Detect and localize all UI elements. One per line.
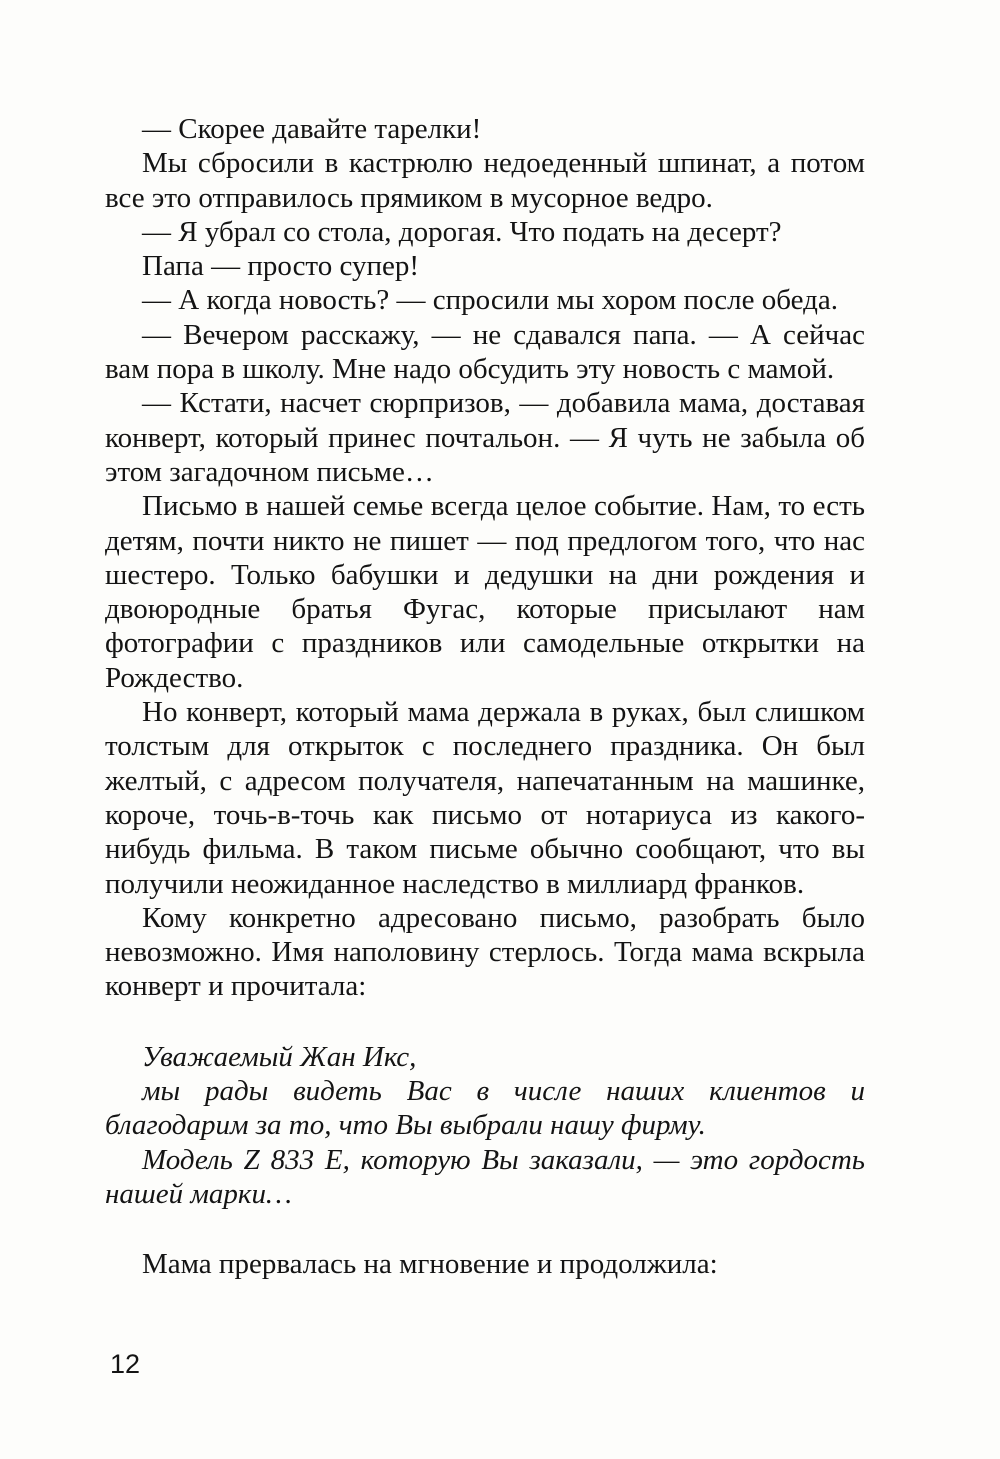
paragraph: Но конверт, который мама держала в руках, был слишком толстым для открыток с последнего праздника. Он был желтый, с адресом получателя, напечатанным на машинке, короче, точь-в-точь как письмо от нотариуса из какого-нибудь фильма. В таком письме обычно сообщают, что вы получили неожиданное наследство в миллиард франков. xyxy=(105,696,865,900)
quoted-letter xyxy=(105,1040,865,1211)
paragraph: — Кстати, насчет сюрпризов, — добавила мама, доставая конверт, который принес почтальон. — Я чуть не забыла об этом загадочном письме… xyxy=(105,387,865,488)
paragraph: — Скорее давайте тарелки! xyxy=(142,113,482,145)
page-number: 12 xyxy=(110,1349,141,1379)
paragraph: Мама прервалась на мгновение и продолжила: xyxy=(142,1248,718,1281)
letter-body: мы рады видеть Вас в числе наших клиентов и благодарим за то, что Вы выбрали нашу фирму. xyxy=(105,1075,865,1142)
page-text xyxy=(105,112,865,1282)
paragraph: — Я убрал со стола, дорогая. Что подать на десерт? xyxy=(142,215,782,248)
paragraph: Письмо в нашей семье всегда целое событие. Нам, то есть детям, почти никто не пишет — под предлогом того, что нас шестеро. Только бабушки и дедушки на дни рождения и двоюродные братья Фугас, которые присылают нам фотографии с праздников или самодельные открытки на Рождество. xyxy=(105,490,865,694)
paragraph: Кому конкретно адресовано письмо, разобрать было невозможно. Имя наполовину стерлось. Тогда мама вскрыла конверт и прочитала: xyxy=(105,901,865,1003)
letter-greeting: Уважаемый Жан Икс, xyxy=(142,1040,417,1073)
letter-body: Модель Z 833 E, которую Вы заказали, — это гордость нашей марки… xyxy=(105,1143,865,1210)
paragraph: — А когда новость? — спросили мы хором после обеда. xyxy=(142,284,838,317)
paragraph: — Вечером расскажу, — не сдавался папа. — А сейчас вам пора в школу. Мне надо обсудить эту новость с мамой. xyxy=(105,318,865,386)
paragraph: Мы сбросили в кастрюлю недоеденный шпинат, а потом все это отправилось прямиком в мусорное ведро. xyxy=(105,147,865,214)
paragraph: Папа — просто супер! xyxy=(142,250,420,283)
